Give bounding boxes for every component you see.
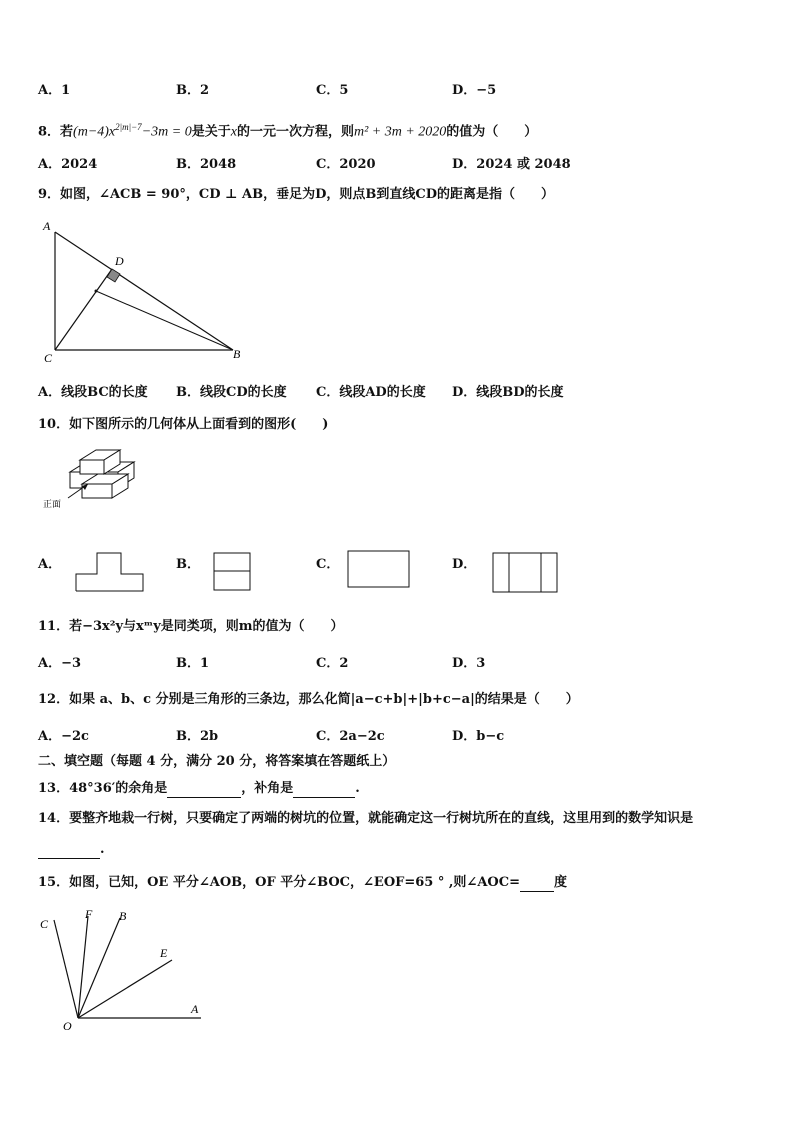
q7-option-c: C．5 bbox=[316, 83, 349, 98]
q10-option-a-shape bbox=[75, 552, 145, 592]
q10-option-b-label: B． bbox=[176, 557, 200, 572]
q10-option-c-shape bbox=[347, 550, 411, 590]
q10-front-label: 正面 bbox=[43, 500, 62, 510]
q8-stem-mid: 是关于 bbox=[191, 124, 231, 140]
q10-option-a-label: A． bbox=[38, 557, 62, 572]
q11-option-c: C．2 bbox=[316, 656, 349, 671]
q9-label-b: B bbox=[233, 347, 241, 361]
q15-ray-ob bbox=[78, 918, 120, 1018]
q15-ray-of bbox=[78, 916, 88, 1018]
q8-stem-mid2: 的一元一次方程，则 bbox=[236, 124, 354, 140]
q9-option-d: D．线段BD的长度 bbox=[452, 385, 564, 400]
q15-end: 度 bbox=[553, 875, 567, 890]
q12-option-b: B．2b bbox=[176, 729, 219, 744]
q8-expr3: m² + 3m + 2020 bbox=[353, 124, 447, 140]
q10-option-b-shape bbox=[213, 552, 253, 592]
q9-option-a: A．线段BC的长度 bbox=[38, 385, 148, 400]
q15-line bbox=[38, 873, 567, 892]
q9-stem: 9．如图，∠ACB = 90°，CD ⊥ AB，垂足为D，则点B到直线CD的距离是指（ ） bbox=[38, 187, 555, 202]
q14-text: 14．要整齐地栽一行树，只要确定了两端的树坑的位置，就能确定这一行树坑所在的直线，这里用到的数学知识是 bbox=[38, 811, 694, 826]
q8-expr2: −3m = 0 bbox=[141, 124, 192, 140]
q15-label-a: A bbox=[191, 1002, 199, 1016]
q8-option-a: A．2024 bbox=[38, 157, 98, 172]
q15-ray-oe bbox=[78, 960, 172, 1018]
q15-label-c: C bbox=[40, 917, 49, 931]
q10-option-d-shape bbox=[492, 552, 560, 594]
q8-stem-pre: 8．若 bbox=[38, 124, 74, 140]
q14-end: . bbox=[100, 842, 105, 857]
q8-option-b: B．2048 bbox=[176, 157, 237, 172]
q9-right-angle-mark bbox=[107, 269, 120, 282]
q10-option-d-label: D． bbox=[452, 557, 477, 572]
q9-triangle-figure bbox=[38, 218, 258, 368]
q7-option-d: D．−5 bbox=[452, 83, 497, 98]
q15-ray-oc bbox=[54, 920, 78, 1018]
q11-option-b: B．1 bbox=[176, 656, 210, 671]
q13-pre: 13．48°36′的余角是 bbox=[38, 781, 168, 796]
q8-option-d: D．2024 或 2048 bbox=[452, 157, 571, 172]
q9-segment-ab bbox=[55, 232, 233, 350]
q8-var-x: x bbox=[230, 124, 237, 140]
q11-option-a: A．−3 bbox=[38, 656, 82, 671]
q14-blank[interactable] bbox=[38, 840, 100, 859]
q9-option-c: C．线段AD的长度 bbox=[316, 385, 426, 400]
q13-blank-complement[interactable] bbox=[167, 779, 241, 798]
q8-exponent: 2|m|−7 bbox=[115, 122, 142, 132]
q9-label-d: D bbox=[115, 254, 124, 268]
q8-option-c: C．2020 bbox=[316, 157, 376, 172]
q12-option-d: D．b−c bbox=[452, 729, 505, 744]
q11-stem: 11．若−3x²y与xᵐy是同类项，则m的值为（ ） bbox=[38, 619, 344, 634]
q9-segment-cd bbox=[55, 269, 112, 350]
q9-segment-bd-extension bbox=[96, 291, 233, 350]
q15-angle-figure bbox=[36, 904, 216, 1034]
q11-option-d: D．3 bbox=[452, 656, 486, 671]
q15-pre: 15．如图，已知，OE 平分∠AOB，OF 平分∠BOC，∠EOF=65 ° ,则∠AOC= bbox=[38, 875, 520, 890]
q9-point bbox=[95, 290, 98, 293]
q13-end: . bbox=[355, 781, 360, 796]
q8-expr: (m−4)x bbox=[73, 124, 116, 140]
q7-option-a: A．1 bbox=[38, 83, 71, 98]
q12-stem: 12．如果 a、b、c 分别是三角形的三条边，那么化简|a−c+b|+|b+c−a|的结果是（ ） bbox=[38, 692, 579, 707]
section-2-heading: 二、填空题（每题 4 分，满分 20 分，将答案填在答题纸上） bbox=[38, 754, 396, 769]
q14-answer-line bbox=[38, 840, 105, 859]
q15-label-o: O bbox=[63, 1019, 72, 1033]
q10-option-c-label: C． bbox=[316, 557, 340, 572]
q9-label-a: A bbox=[43, 219, 51, 233]
q12-option-c: C．2a−2c bbox=[316, 729, 385, 744]
q15-label-b: B bbox=[119, 909, 127, 923]
q15-label-f: F bbox=[85, 907, 93, 921]
q9-option-b: B．线段CD的长度 bbox=[176, 385, 287, 400]
q9-label-c: C bbox=[44, 351, 53, 365]
q10-solid-figure bbox=[40, 446, 150, 518]
q15-blank[interactable] bbox=[520, 873, 554, 892]
q13-mid: ，补角是 bbox=[241, 781, 294, 796]
q7-option-b: B．2 bbox=[176, 83, 210, 98]
q8-stem bbox=[38, 118, 537, 141]
q15-label-e: E bbox=[160, 946, 168, 960]
q8-stem-end: 的值为（ ） bbox=[446, 124, 538, 140]
q12-option-a: A．−2c bbox=[38, 729, 89, 744]
q13-line bbox=[38, 779, 360, 798]
q10-stem: 10．如下图所示的几何体从上面看到的图形( ) bbox=[38, 417, 329, 432]
q13-blank-supplement[interactable] bbox=[293, 779, 355, 798]
